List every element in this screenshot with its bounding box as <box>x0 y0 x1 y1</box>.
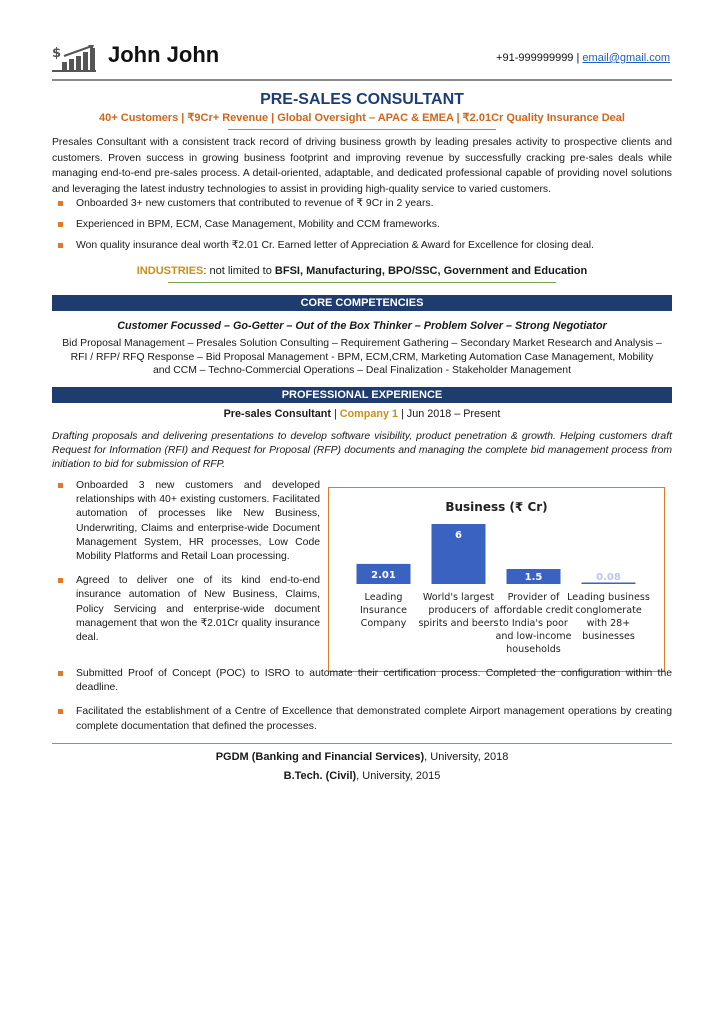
dollar-growth-bars-icon <box>52 44 96 72</box>
list-item <box>52 574 320 645</box>
competency-list: Bid Proposal Management – Presales Solution Consulting – Requirement Gathering – Secondary Market Research and Analysis – RFI / RFP/ RFQ Response – Bid Proposal Management - BPM, ECM,CRM, Marketing Automation Case Management, Mobility and CCM – Techno-Commercial Operations – Deal Finalization - Stakeholder Management <box>62 338 662 376</box>
job-role: Pre-sales Consultant <box>223 408 331 420</box>
industries-value: BFSI, Manufacturing, BPO/SSC, Government and Education <box>274 265 588 277</box>
job-title-line <box>0 408 724 420</box>
bullet-square-icon <box>58 243 63 248</box>
industries-label: INDUSTRIES <box>136 265 204 277</box>
chart-category-label: with 28+ <box>586 618 631 629</box>
chart-category-label: Insurance <box>359 605 408 616</box>
tagline: 40+ Customers | ₹9Cr+ Revenue | Global Oversight – APAC & EMEA | ₹2.01Cr Quality Insurance Deal <box>99 112 625 124</box>
email-link[interactable]: email@gmail.com <box>582 52 670 64</box>
svg-text:$: $ <box>52 46 62 61</box>
list-item <box>52 239 672 253</box>
list-item <box>52 667 672 695</box>
chart-category-label: and low-income <box>495 631 572 642</box>
degree-details: , University, 2015 <box>356 770 441 782</box>
job-separator: | <box>330 408 340 420</box>
education-item <box>0 770 724 782</box>
degree-name: B.Tech. (Civil) <box>283 770 357 782</box>
experience-bullet-text: Onboarded 3 new customers and developed relationships with 40+ existing customers. Facilitated automation of processes like New Business, Underwriting, Claims and enterprise-wide Document Management System, HR processes, Low Code Mobility Platforms and Retail Loan processing. <box>76 480 320 563</box>
header <box>52 40 676 76</box>
list-item <box>52 479 320 564</box>
profile-summary: Presales Consultant with a consistent track record of driving business growth by leading presales activity to prospective clients and customers. Proven success in growing business footprint and improving revenue by successfully cracking pre-sales deals while managing end-to-end pre-sales process. A detail-oriented, adaptable, and dedicated professional capable of providing novel solutions and leveraging the latest industry technologies to assist in providing high-quality service to varied customers. <box>52 137 672 195</box>
experience-bullet-text: Facilitated the establishment of a Centre of Excellence that demonstrated complete Airport management operations by creating complete documentation that defined the processes. <box>76 706 672 732</box>
competency-traits: Customer Focussed – Go-Getter – Out of the Box Thinker – Problem Solver – Strong Negotiator <box>117 320 607 332</box>
candidate-name: John John <box>108 42 220 67</box>
highlight-text: Experienced in BPM, ECM, Case Management, Mobility and CCM frameworks. <box>76 219 440 230</box>
degree-name: PGDM (Banking and Financial Services) <box>215 751 425 763</box>
experience-bullets-wide <box>52 667 672 744</box>
list-item <box>52 197 672 211</box>
resume-title: PRE-SALES CONSULTANT <box>260 91 464 108</box>
business-chart <box>328 487 665 672</box>
chart-plot <box>329 488 664 671</box>
chart-category-label: Company <box>360 618 407 629</box>
chart-data-label: 1.5 <box>524 572 543 583</box>
contact-separator: | <box>576 52 580 64</box>
contact-info <box>496 52 670 64</box>
degree-details: , University, 2018 <box>424 751 509 763</box>
bullet-square-icon <box>58 671 63 676</box>
experience-bullet-text: Submitted Proof of Concept (POC) to ISRO to automate their certification process. Completed the configuration within the deadline. <box>76 668 672 694</box>
chart-category-label: World's largest <box>422 592 495 603</box>
chart-data-label: 0.08 <box>596 572 621 583</box>
list-item <box>52 705 672 733</box>
core-competencies-heading: CORE COMPETENCIES <box>52 295 672 311</box>
chart-data-label: 2.01 <box>371 569 396 581</box>
highlight-text: Won quality insurance deal worth ₹2.01 Cr. Earned letter of Appreciation & Award for Excellence for closing deal. <box>76 240 594 251</box>
bullet-square-icon <box>58 578 63 583</box>
header-divider <box>52 79 672 81</box>
bullet-square-icon <box>58 201 63 206</box>
chart-category-label: affordable credit <box>493 605 574 616</box>
job-company: Company 1 <box>339 408 398 420</box>
experience-bullets <box>52 479 320 655</box>
industries-divider <box>168 282 556 283</box>
chart-category-label: conglomerate <box>575 605 642 616</box>
list-item <box>52 218 672 232</box>
bullet-square-icon <box>58 483 63 488</box>
tagline-divider <box>228 129 496 130</box>
highlight-text: Onboarded 3+ new customers that contributed to revenue of ₹ 9Cr in 2 years. <box>76 198 434 209</box>
experience-intro: Drafting proposals and delivering presentations to develop software visibility, product penetration & growth. Helping customers draft Request for Information (RFI) and Request for Proposal (RFP) documents and managing the complete bid management process from initiation to bid for submission of RFP. <box>52 431 672 471</box>
phone-number: +91-999999999 <box>496 52 574 64</box>
experience-bullet-text: Agreed to deliver one of its kind end-to-end insurance automation of New Business, Claims, Policy Servicing and enterprise-wide document management that won the ₹2.01Cr quality insurance deal. <box>76 575 320 644</box>
bullet-square-icon <box>58 709 63 714</box>
chart-category-label: producers of <box>428 605 489 616</box>
chart-category-label: Provider of <box>507 592 560 603</box>
chart-category-label: households <box>506 644 561 655</box>
job-dates: Jun 2018 – Present <box>406 408 501 420</box>
education-divider <box>52 743 672 744</box>
chart-data-label: 6 <box>455 530 462 541</box>
job-separator: | <box>397 408 407 420</box>
education-item <box>0 751 724 763</box>
chart-category-label: Leading <box>364 592 403 603</box>
industries-prefix: : not limited to <box>203 265 275 277</box>
bullet-square-icon <box>58 222 63 227</box>
chart-category-label: to India's poor <box>499 618 568 629</box>
industries-line <box>0 265 724 277</box>
chart-title: Business (₹ Cr) <box>445 500 548 514</box>
chart-category-label: Leading business <box>567 592 650 603</box>
chart-category-label: businesses <box>582 631 635 642</box>
chart-category-label: spirits and beers <box>418 618 499 629</box>
experience-heading: PROFESSIONAL EXPERIENCE <box>52 387 672 403</box>
highlights-list <box>52 197 672 260</box>
